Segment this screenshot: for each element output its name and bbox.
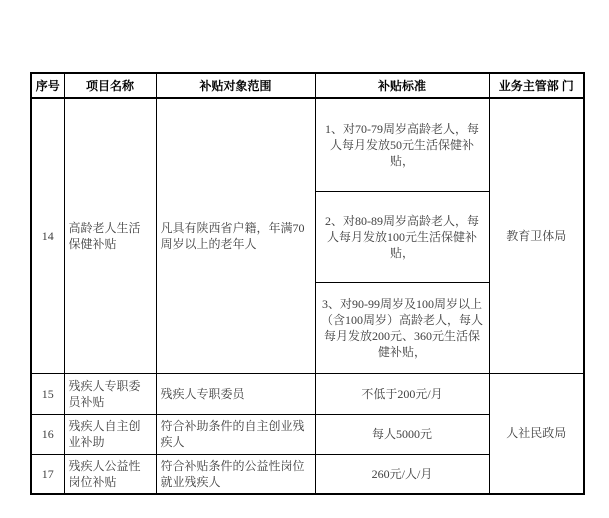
row17-standard: 260元/人/月 — [315, 454, 489, 494]
row14-seq: 14 — [31, 98, 64, 373]
row17-project-name: 残疾人公益性岗位补贴 — [64, 454, 156, 494]
row15-project-name: 残疾人专职委员补贴 — [64, 373, 156, 414]
row16-project-name: 残疾人自主创业补助 — [64, 414, 156, 454]
row17-scope: 符合补贴条件的公益性岗位就业残疾人 — [156, 454, 315, 494]
header-scope: 补贴对象范围 — [156, 73, 315, 98]
row15-seq: 15 — [31, 373, 64, 414]
table-row — [31, 98, 584, 191]
header-project-name: 项目名称 — [64, 73, 156, 98]
header-standard: 补贴标准 — [315, 73, 489, 98]
row14-standard-1: 1、对70-79周岁高龄老人，每人每月发放50元生活保健补贴， — [315, 98, 489, 191]
row14-standard-2: 2、对80-89周岁高龄老人，每人每月发放100元生活保健补贴， — [315, 191, 489, 282]
row14-scope: 凡具有陕西省户籍，年满70周岁以上的老年人 — [156, 98, 315, 373]
row16-seq: 16 — [31, 414, 64, 454]
row14-standard-3: 3、对90-99周岁及100周岁以上（含100周岁）高龄老人，每人每月发放200元、360元生活保健补贴， — [315, 282, 489, 373]
header-seq: 序号 — [31, 73, 64, 98]
table-row — [31, 373, 584, 414]
row17-seq: 17 — [31, 454, 64, 494]
row14-department: 教育卫体局 — [489, 98, 584, 373]
header-department: 业务主管部 门 — [489, 73, 584, 98]
row16-scope: 符合补助条件的自主创业残疾人 — [156, 414, 315, 454]
row15-standard: 不低于200元/月 — [315, 373, 489, 414]
row14-project-name: 高龄老人生活保健补贴 — [64, 98, 156, 373]
subsidy-table — [30, 72, 585, 495]
row16-standard: 每人5000元 — [315, 414, 489, 454]
header-row — [31, 73, 584, 98]
row15-17-department: 人社民政局 — [489, 373, 584, 494]
row15-scope: 残疾人专职委员 — [156, 373, 315, 414]
